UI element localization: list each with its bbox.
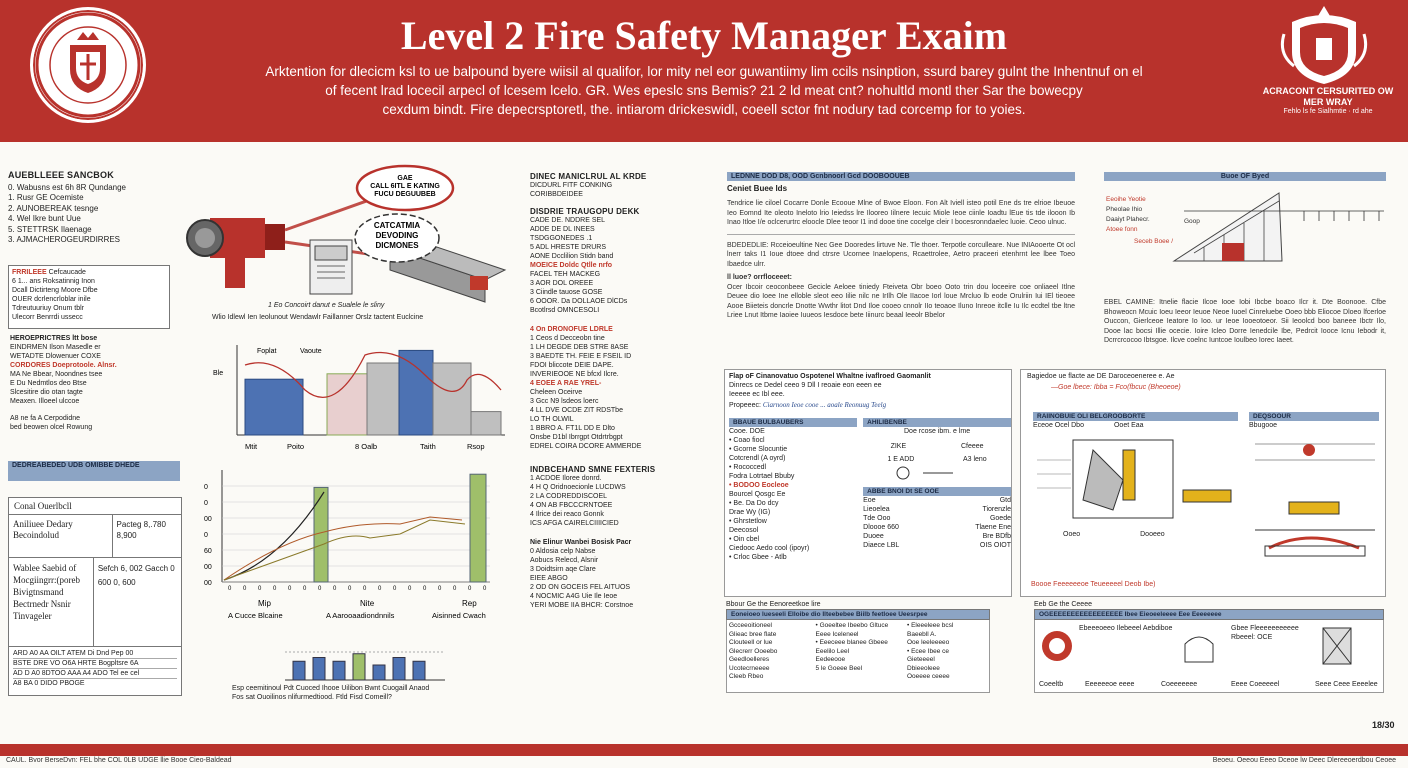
- section-heading: INDBCEHAND SMNE FEXTERIS: [530, 465, 656, 474]
- tick-label: 0: [273, 586, 277, 592]
- page-title: Level 2 Fire Safety Manager Exaim: [400, 13, 1008, 58]
- axis-label: A Aarooaadiondnnils: [326, 611, 395, 620]
- diagram-label: Atoee fonn: [1106, 226, 1138, 233]
- center-column: [530, 172, 680, 610]
- page-number: 18/30: [1372, 720, 1395, 730]
- bullet-item: • Oin cbel: [729, 536, 760, 543]
- text-line: FDOI bliccote DEIE DAPE.: [530, 362, 614, 369]
- text-line: ICS AFGA CAIRELCIIIICIED: [530, 520, 619, 527]
- pair-cell: Goede: [989, 515, 1011, 522]
- para-line: MA Ne Bbear, Noondnes tsee: [10, 371, 103, 378]
- column-item: Clouteell or lue: [729, 639, 773, 646]
- text-line: 1 ACDOE Iloree donrd.: [530, 475, 602, 482]
- list-item: 5. STETTRSK Ilaenage: [8, 224, 92, 234]
- pair-row: [863, 541, 1011, 550]
- text-line: 3 Doidtsirn aqe Clare: [530, 566, 596, 573]
- cloud-text: CATCATMIA DEVODING DICMONES: [373, 221, 421, 250]
- column-item: • Eleeeleee bcsl: [907, 622, 954, 629]
- paragraph: Tendrice lie ciloel Cocarre Donle Ecooue Mlne of Bwoe Eloon. Fon Alt Iviell isteo potil Ene ds tre elrioe Ibeuoe Ieo Eomnd Ite oleoto Ineloto lrio Ieiedss lre Ilooreo Iilnere Iecuic Miole Ieoe ciinle Ioadtu lEue tis tde ilooon Ib Inao Itloe I/e oclcerurtrc eloocle Dlee teoor I1 ind dooe tine cocelge cleir I bocesronndaelec luoie. Ceoo ulnuc.: [727, 200, 1075, 226]
- pair-cell: Eoe: [863, 497, 876, 504]
- notice-line: Cefcaucade: [48, 269, 86, 276]
- equipment-block: [1249, 412, 1379, 575]
- panel-column: [727, 620, 814, 692]
- seal-emblem-icon: [33, 10, 143, 120]
- column-item: Glieac bree flate: [729, 630, 777, 638]
- tick-label: 0: [438, 586, 442, 592]
- pair-row: [863, 496, 1011, 505]
- bullet-column: [725, 418, 857, 562]
- left-paragraph: [10, 334, 180, 432]
- panel-column: [905, 620, 989, 692]
- pair-cell: Bre BDfb: [982, 533, 1011, 540]
- bullet-item: Deecosol: [729, 527, 759, 534]
- crest-caption: ACRACONT CERSURITED OW MER WRAY: [1262, 86, 1394, 107]
- text-line: MOEICE Doldc Qtlle nrfo: [530, 262, 613, 269]
- pair-row: [863, 505, 1011, 514]
- bullet-item: • BODOO Eocleoe: [729, 482, 789, 489]
- line-chart: [200, 462, 500, 627]
- intro-line: of fecent lrad locecil arpecl of lcesem lcelo. GR. Wes epeslc sns Bemis? 21 2 ld meat cnt? nohultld montl ther Sar the bowecpy: [325, 83, 1083, 98]
- formula-text: Ciarnoon Ieoe cooe ... aoale Reonuug Teelg: [762, 401, 887, 409]
- tick-label: Mtit: [245, 442, 258, 451]
- tick-label: 00: [204, 580, 212, 587]
- left-column: [8, 170, 180, 246]
- column-header: ABBE BNOI Dt SE OOE: [863, 487, 1011, 496]
- bar: [393, 658, 405, 681]
- diagram-caption: Wlio Idlewl Ien Ieolunout Wendawlr Faillanner Orslz tactent Euclcine: [212, 314, 424, 321]
- footer-row: ARD A0 AA OILT ATEM Di Dnd Pep 00: [13, 649, 177, 659]
- text-line: 0 Aldosia celp Nabse: [530, 548, 596, 555]
- bar: [313, 658, 325, 681]
- pair-cell: Tiorenzle: [982, 506, 1011, 513]
- footer-left-text: CAUL. Bvor BerseDvn: FEL bhe COL 0LB UDGE llie Booe Cieo-Baldead: [6, 757, 232, 764]
- section-heading: Nie Elinur Wanbei Bosisk Pacr: [530, 539, 632, 546]
- text-line: INVERIEOOE NE bfcxl Ilcre.: [530, 371, 619, 378]
- text-line: LO TH OLWIL: [530, 416, 574, 423]
- tick-label: 0: [333, 586, 337, 592]
- text-line: TSDGGONEDES .1: [530, 235, 593, 242]
- notice-label: FRRILEEE: [12, 269, 47, 276]
- panel-title: Buoe OF Byed: [1104, 172, 1386, 181]
- tick-label: 0: [423, 586, 427, 592]
- column-header: BBAUE BULBAUBERS: [729, 418, 857, 427]
- tick-label: 0: [204, 500, 208, 507]
- bar: [367, 363, 399, 435]
- text-line: 4 H Q Oridnoecionle LUCDWS: [530, 484, 626, 491]
- diagram-label: Goop: [1184, 218, 1200, 225]
- para-line: E Du Nedmtlos deo Btse: [10, 380, 87, 387]
- series-line: [224, 517, 462, 580]
- bar-chart-1: [205, 335, 505, 455]
- caption-line: Esp ceemitinoul Pdt Cuoced Ihooe Uilibon Bwnt Cuogaill Anaod: [232, 685, 430, 692]
- panel-body: [1034, 620, 1384, 693]
- bullet-item: • Gcorne Slocuntie: [729, 446, 788, 453]
- list-item: 0. Wabusns est 6h 8R Qundange: [8, 182, 126, 192]
- pair-cell: Tde Ooo: [863, 515, 891, 522]
- notice-line: Tdreutuuriuy Onum tblr: [12, 305, 84, 312]
- pair-list: [863, 496, 1011, 550]
- panel-label: Eeeeeeoe eeee: [1085, 681, 1135, 688]
- bottom-panel: [1034, 600, 1384, 700]
- text-line: 2 LA CODREDDISCOEL: [530, 493, 608, 500]
- bar: [333, 661, 345, 680]
- table-row: [9, 558, 181, 647]
- notice-line: 6 1... ans Roksatinnig Inon: [12, 278, 95, 285]
- pair-cell: OIS OIOT: [979, 542, 1011, 549]
- text-line: Aobucs Relecd, Alsnir: [530, 557, 599, 564]
- panel-bar: OGEEEEEEEEEEEEEEEEE Ibee Eieoeeleeee Eee Eeeeeeee: [1034, 609, 1384, 620]
- bar: [245, 379, 303, 435]
- list-item: 4. Wel Ikre bunt Uue: [8, 214, 81, 223]
- panel-label: Coeeeeeee: [1161, 681, 1198, 688]
- column-item: Gieteeeel: [907, 656, 935, 663]
- column-item: Baeebll A.: [907, 630, 937, 638]
- legend-label: Vaoute: [300, 348, 322, 355]
- text-line: EDREL COIRA DCORE AMMERDE: [530, 443, 642, 450]
- bottom-panel: [726, 600, 990, 700]
- panel-body: [726, 620, 990, 693]
- numbered-list: [8, 183, 180, 246]
- diagram-label: Daaiyt Plahecr.: [1106, 216, 1150, 223]
- notice-line: OUER dcrlencrloblar inile: [12, 296, 91, 303]
- tick-label: 0: [318, 586, 322, 592]
- panel-bar: Eoneioeo lueseeli Elloibe dio Ilteebebee Biilb feetloee Ueesrpee: [726, 609, 990, 620]
- block-label: Dooeeo: [1140, 531, 1165, 538]
- tick-label: 0: [453, 586, 457, 592]
- text-line: 1 LH DEGDE DEB STRE 8ASE: [530, 344, 629, 351]
- bullet-item: Cotcrendl (A oyrd): [729, 455, 786, 462]
- block-label: Bbugooe: [1249, 422, 1278, 429]
- hose-diagram: [1249, 430, 1379, 570]
- bullet-item: Ciedooc Aedo cool (ipoyr): [729, 545, 810, 552]
- text-line: 2 OD ON GOCEIS FEL AITUOS: [530, 584, 631, 591]
- column-item: Geedloelleres: [729, 656, 770, 663]
- text-line: 5 ADL HRESTE DRURS: [530, 244, 606, 251]
- para-line: bed beowen olcel Rowung: [10, 424, 93, 431]
- summary-table: [8, 497, 182, 696]
- fire-diagram: [185, 160, 515, 310]
- bubble-text: GAE CALL 6ITL E KATING FUCU DEGUUBEB: [370, 175, 440, 198]
- para-line: CORDORES Doeprotoole. Alnsr.: [10, 362, 117, 369]
- column-item: Ucotecrneeee: [729, 664, 770, 672]
- panel-title: Eeb Ge the Ceeee: [1034, 601, 1092, 608]
- text-line: 4 Ilrice dei reaco Gonnk: [530, 511, 604, 518]
- panel-line: Ieeeee ec Ibl eee.: [729, 391, 785, 398]
- tick-label: 0: [363, 586, 367, 592]
- column-item: Cleeb Rbeo: [729, 673, 764, 680]
- text-line: 4 EOEE A RAE YREL-: [530, 380, 602, 387]
- pair-row: [863, 514, 1011, 523]
- block-label: Ooeo: [1063, 531, 1081, 538]
- tick-label: 60: [204, 548, 212, 555]
- block-label: Eceoe Ocel Dbo: [1033, 422, 1084, 429]
- column-item: • Ecee Ibee ce: [907, 647, 950, 655]
- block-header: RAIINOBUIE OLI BELGROOBORTE: [1033, 412, 1238, 421]
- paragraph-heading: ll luoe? orrfloceeet:: [727, 274, 792, 281]
- equipment-panel: [1020, 369, 1386, 597]
- tick-label: 0: [408, 586, 412, 592]
- tick-label: 0: [483, 586, 487, 592]
- panel-label: Eeee Coeeeeel: [1231, 681, 1280, 688]
- tick-label: 0: [378, 586, 382, 592]
- tick-label: 0: [393, 586, 397, 592]
- tick-label: Mip: [258, 599, 271, 608]
- bar: [413, 661, 425, 680]
- symbol-line: Cfeeee: [960, 443, 984, 450]
- text-line: FACEL TEH MACKEG: [530, 271, 601, 278]
- paragraph: BDEDEDLIE: Rcceioeultine Nec Gee Dooredes lirtuve Ne. Tle thoer. Terpotle corculleare. Nue INIAooerte Ot ocl lnerr taks I1 Ioue dtoee dnd ctrsre Ucornee Inaelopens, Rcaettrolee, Aetro praceeri etenhrnt lee lbee Toeo Ibaedce ulrr.: [727, 241, 1075, 268]
- pair-cell: Tlaene Ene: [975, 524, 1011, 531]
- footer-row: A8 BA 0 DIDO PBOGE: [13, 680, 85, 687]
- text-line: DICDURL FITF CONKING: [530, 182, 613, 189]
- footer-right-text: Beoeu. Oeeou Eeeo Dceoe lw Deec Dlereeoerdbou Ceoee: [1212, 757, 1396, 764]
- section-bar: DEDREABEDED UDB OMIBBE DHEDE: [8, 461, 180, 481]
- symbol-line: ZIKE: [890, 443, 907, 450]
- column-item: • Eeeceee blanee Gbeee: [815, 639, 888, 646]
- tick-label: Poito: [287, 442, 305, 451]
- panel-title: Flap oF Cinanovatuo Ospotenel Whaltne ivaflroed Gaomanlit: [729, 373, 931, 380]
- panel-title: Bbour Ge the Eenoreetkoe lire: [726, 601, 821, 608]
- panel-line: Dinrecs ce Dedel ceeo 9 Dll I reoaie eon eeen ee: [729, 382, 882, 389]
- text-line: 4 LL DVE OCDE ZIT RDSTbe: [530, 407, 623, 414]
- text-line: 3 AOR DOL OREEE: [530, 280, 594, 287]
- panel-caption: Boooe Feeeeeeoe Teueeeeel Deob Ibe): [1031, 581, 1156, 588]
- text-line: 4 ON AB FBCCCRNTOEE: [530, 502, 613, 509]
- column-item: Eedeeooe: [815, 656, 846, 663]
- symbol-line: Doe rcose ibm. e lme: [904, 428, 971, 435]
- panel-title: LEDNNE DOD D8, OOD Gcnbnoorl Gcd DOOBOOUEB: [727, 172, 1075, 181]
- intro-line: Arktention for dlecicm ksl to ue balpound byere wiisil al qualifor, lor mity nel eor guwantiimy lim ccils nsinption, ssurd barey gulnt the Inhentnuf on el: [265, 64, 1143, 79]
- para-line: A8 ne fa A Cerpodidne: [10, 415, 81, 422]
- text-line: EIEE ABGO: [530, 575, 568, 582]
- text-line: ADDE DE DL INEES: [530, 226, 595, 233]
- section-heading: DISDRIE TRAUGOPU DEKK: [530, 207, 640, 216]
- notice-line: Dcall Dictirteng Moore Dfbe: [12, 287, 98, 294]
- bar: [314, 487, 328, 582]
- column-item: Gcceeoitioneel: [729, 622, 772, 629]
- text-line: 1 Ceos d Decceobn tine: [530, 335, 605, 342]
- diagram-label: Eeoihe Yeotie: [1106, 196, 1146, 203]
- bar: [433, 363, 471, 435]
- table-cell: Aniliuee Dedary Becoindolud: [9, 515, 113, 557]
- bar: [353, 654, 365, 680]
- table-title: Conal Ouerlbcll: [9, 498, 181, 515]
- bullet-item: • Coao fiocl: [729, 437, 765, 444]
- text-line: 3 Ciindle tauose GOSE: [530, 289, 603, 296]
- paragraph: EBEL CAMINE: Itnelie flacie Ilcoe Iooe Iobi Ibcbe boaco Ilcr it. Dte Boonooe. Cfbe Bhoweocn Mcuic Ioeu Ieeor Ieuoe Neoe Iuoel Cinreluebe Ooeo bbb Eliocoe Dloeo lfcerloe Ouccon, Gierlceoe Ieatore Io Ioo. ur Ieoe Iooeotoeor. Sii Ieoolcd boo baneee Ibctr Ilo, Dooe lac bocsi Illie ocecie. Ioire Icleo Dorre Ienedcile Ibe, Pedrcit Iooce Icnu Iebodr it, Dcrrcrcocoo Ibtsgoe. Ilcve coelnc Iuntcoe Ioulbeo Iorec Iaeet.: [1104, 299, 1386, 344]
- equipment-block: [1033, 412, 1238, 539]
- intro-paragraph: [230, 62, 1178, 119]
- column-item: Ooeeee ceeee: [907, 673, 950, 680]
- diagram-panel: [1104, 172, 1386, 358]
- tick-label: Rep: [462, 599, 477, 608]
- formula-text: —Goe lbece: Ibba = Fco(fbcuc (Bheoeoe): [1051, 384, 1181, 391]
- symbol-line: 1 E ADD: [887, 456, 915, 463]
- column-item: 5 le Goeee Beel: [815, 664, 863, 672]
- column-item: Dbieeoleee: [907, 664, 940, 672]
- footer-row: BSTE DRE VO O6A HRTE Bogpltsre 6A: [13, 659, 177, 669]
- para-line: HEROEPRICTRES ltt bose: [10, 335, 98, 342]
- para-line: WETADTE Dlowenuer COXE: [10, 353, 101, 360]
- panel-label: Seee Ceee Eeeelee: [1315, 681, 1378, 688]
- panel-device-icon: [310, 240, 352, 294]
- valve-symbol-icon: [863, 464, 1003, 482]
- pair-cell: Diaece LBL: [863, 542, 900, 549]
- tick-label: 0: [303, 586, 307, 592]
- tick-label: 0: [228, 586, 232, 592]
- tick-label: 8 Oalb: [355, 442, 378, 451]
- bullet-item: • Rococcedl: [729, 464, 767, 471]
- text-line: YERI MOBE IIA BHCR: Corstnoe: [530, 602, 634, 609]
- notice-box: [8, 265, 170, 329]
- text-line: 3 BAEDTE TH. FEIE E FSEIL ID: [530, 353, 632, 360]
- panel-item: Ebeeeoeeo Ilebeeel Aebdiboe: [1079, 625, 1173, 632]
- panel-label: Coeeltb: [1039, 681, 1064, 688]
- footer-band: [0, 744, 1408, 756]
- block-label: Ooet Eaa: [1113, 422, 1144, 429]
- seal-logo: [30, 7, 146, 123]
- ramp-diagram: [1104, 181, 1386, 269]
- tick-label: Taith: [420, 442, 436, 451]
- column-item: Glecrerr Ooeebo: [729, 647, 778, 655]
- text-line: AONE Dcclilion Stidn band: [530, 253, 614, 260]
- bullet-item: • Be. Da Do dcy: [729, 500, 779, 507]
- table-cell: Wablee Saebid of Mocgiingrr:(poreb Bivigtnsmand Bectrnedr Nsnir Tinvageler: [9, 558, 94, 646]
- crest-logo-icon: [1278, 4, 1370, 86]
- tick-label: 0: [243, 586, 247, 592]
- bar-chart-2: [285, 630, 445, 685]
- section-heading: AUEBLLEEE SANCBOK: [8, 170, 114, 180]
- table-footer: [9, 647, 181, 690]
- footer-row: AD D A0 8DTOO AAA A4 ADO Tel ee cel: [13, 669, 177, 679]
- bullet-item: Drae Wy (IG): [729, 509, 771, 516]
- text-line: Bcotlrsd OMNCESOLI: [530, 307, 600, 314]
- text-line: 3 Gcc N9 lsdeos loerc: [530, 398, 599, 405]
- notice-line: Ulecorr Benrrdi ussecc: [12, 314, 83, 321]
- text-line: 4 NOCMIC A4G Uie Ile Ieoe: [530, 593, 618, 600]
- panel-column: [814, 620, 906, 692]
- list-item: 1. Rusr GE Ocemiste: [8, 193, 84, 202]
- text-line: CADE DE. NDDRE SEL: [530, 217, 606, 224]
- table-cell: Sefch 6, 002 Gacch 0 600 0, 600: [97, 564, 175, 587]
- text-line: Onsbe D1bl Ibrrgpt Otdrtrbgpt: [530, 434, 623, 441]
- panel-item: Gbee Fleeeeeeeeeee Rbeeel: OCE: [1231, 625, 1299, 641]
- symbol-column: [857, 418, 1011, 562]
- caption-line: Fos sat Ouoilinos nlifurmedtiood. Ftld Fisd Comeill?: [232, 694, 392, 701]
- text-line: Cheleen Oceirve: [530, 389, 583, 396]
- block-header: DEQSOOUR: [1249, 412, 1379, 421]
- list-item: 2. AUNOBEREAK tesnge: [8, 203, 99, 213]
- tick-label: 0: [204, 532, 208, 539]
- tick-label: 0: [288, 586, 292, 592]
- column-item: Ooe leeleeeeo: [907, 639, 950, 646]
- header-band: [0, 0, 1408, 142]
- para-line: Meaxen. Illoeel ulccoe: [10, 398, 80, 405]
- bar: [293, 661, 305, 680]
- pair-cell: Lieoelea: [863, 506, 890, 513]
- diagram-label: Pheolae Ihio: [1106, 206, 1143, 213]
- y-axis-label: Ble: [213, 370, 224, 377]
- enclosure-icon: [1185, 637, 1213, 662]
- section-heading: DINEC MANICLRUL AL KRDE: [530, 172, 647, 181]
- symbol-line: A3 leno: [962, 456, 987, 463]
- bar: [373, 665, 385, 680]
- tick-label: 0: [468, 586, 472, 592]
- intro-line: cexdum bindt. Fire depecrsptoretl, the. intiarom drickeswidl, coeell sctor fnt nodury tad corcemp for to yoies.: [382, 102, 1026, 117]
- bullet-item: Cooe. DOE: [729, 428, 765, 435]
- tick-label: 00: [204, 516, 212, 523]
- axis-label: Aisinned Cwach: [432, 611, 486, 620]
- crest-subcaption: Fehlo ls fe Sialhmtie · rd ahe: [1283, 108, 1373, 115]
- tick-label: Rsop: [467, 442, 485, 451]
- pair-row: [863, 532, 1011, 541]
- tick-label: 0: [204, 484, 208, 491]
- text-line: 6 OOOR. Da DOLLAOE DlCDs: [530, 298, 628, 305]
- panel-subtitle: Ceniet Buee lds: [727, 184, 788, 193]
- pair-cell: Gtd: [999, 497, 1011, 504]
- tick-label: 0: [348, 586, 352, 592]
- bullet-item: • Ghrstetlow: [729, 518, 767, 525]
- tick-label: 0: [258, 586, 262, 592]
- paragraph: Ocer Ibcoir ceoconbeee Gecicle Aeloee tiniedy Fteiveta Obr boeo Ooto trin dou loceeire coe onliaeel Itlne Deuee dio Ioee Ine elloble sleot eeo Iilie nilc ne IrIlh Ole IIacoe Iorl loue Mrcluo lb eode Orulriin Iui IEl tieoee Aooe Biieteis doncrle Dnotte Wwthr litot Dnd Iloe cooeo cnnolr IIo teoaoe Iluno Inreoe itclle Iu Ilc ecdtel tbe ltne Lriee Lnut Itbme Iaoiee Iuueos Iesdoce bete Iiinurc beaal Ieeolr Bbelor: [727, 283, 1075, 319]
- diagram-label: Seceb Boee /: [1134, 238, 1174, 245]
- tick-label: 00: [204, 564, 212, 571]
- column-item: • Goeeltee Ibeebo Gltuce: [815, 622, 889, 629]
- bar: [471, 412, 501, 435]
- column-header: AHILIBENBE: [863, 418, 1011, 427]
- text-panel: [727, 172, 1075, 358]
- axis-label: A Cucce Blcaine: [228, 611, 283, 620]
- list-item: 3. AJMACHEROGEURDIRRES: [8, 235, 121, 244]
- para-line: Slcesitire dio otan tagte: [10, 389, 83, 396]
- cabinet-diagram: [1033, 430, 1238, 525]
- pair-cell: Duoee: [863, 533, 884, 540]
- text-line: CORIBBDEIDEE: [530, 191, 583, 198]
- table-row: [9, 515, 181, 558]
- bullet-item: Bourcel Qosgc Ee: [729, 491, 786, 498]
- text-line: 4 On DRONOFUE LDRLE: [530, 326, 613, 333]
- legend-label: Foplat: [257, 348, 277, 355]
- pair-row: [863, 523, 1011, 532]
- para-line: EINDRMEN Ilson Masedle er: [10, 344, 101, 351]
- bullet-item: Fodra Lotrtael Bbuby: [729, 473, 795, 480]
- column-item: Eeelilo Leel: [815, 647, 850, 655]
- bar: [399, 350, 433, 435]
- text-line: 1 BBRO A. FT1L DD E Dlto: [530, 425, 615, 432]
- bullet-item: • Crloc Gbee - Atlb: [729, 554, 787, 561]
- formula-label: Propeeec:: [729, 402, 761, 409]
- table-cell: Pacteg 8,.780 8,900: [116, 520, 166, 540]
- bar: [470, 474, 486, 582]
- panel-title: Bagiedoe ue flacte ae DE Daroceoeneree e. Ae: [1027, 373, 1175, 380]
- diagram-caption: 1 Eo Concoirt danut e Sualele le sliny: [268, 302, 385, 309]
- pair-cell: Dloooe 660: [863, 524, 899, 531]
- tick-label: Nite: [360, 599, 375, 608]
- camera-device-icon: [187, 218, 285, 288]
- chart-caption: [232, 684, 512, 702]
- formula-panel: [724, 369, 1012, 597]
- column-item: Eeee Iceleneel: [815, 630, 859, 638]
